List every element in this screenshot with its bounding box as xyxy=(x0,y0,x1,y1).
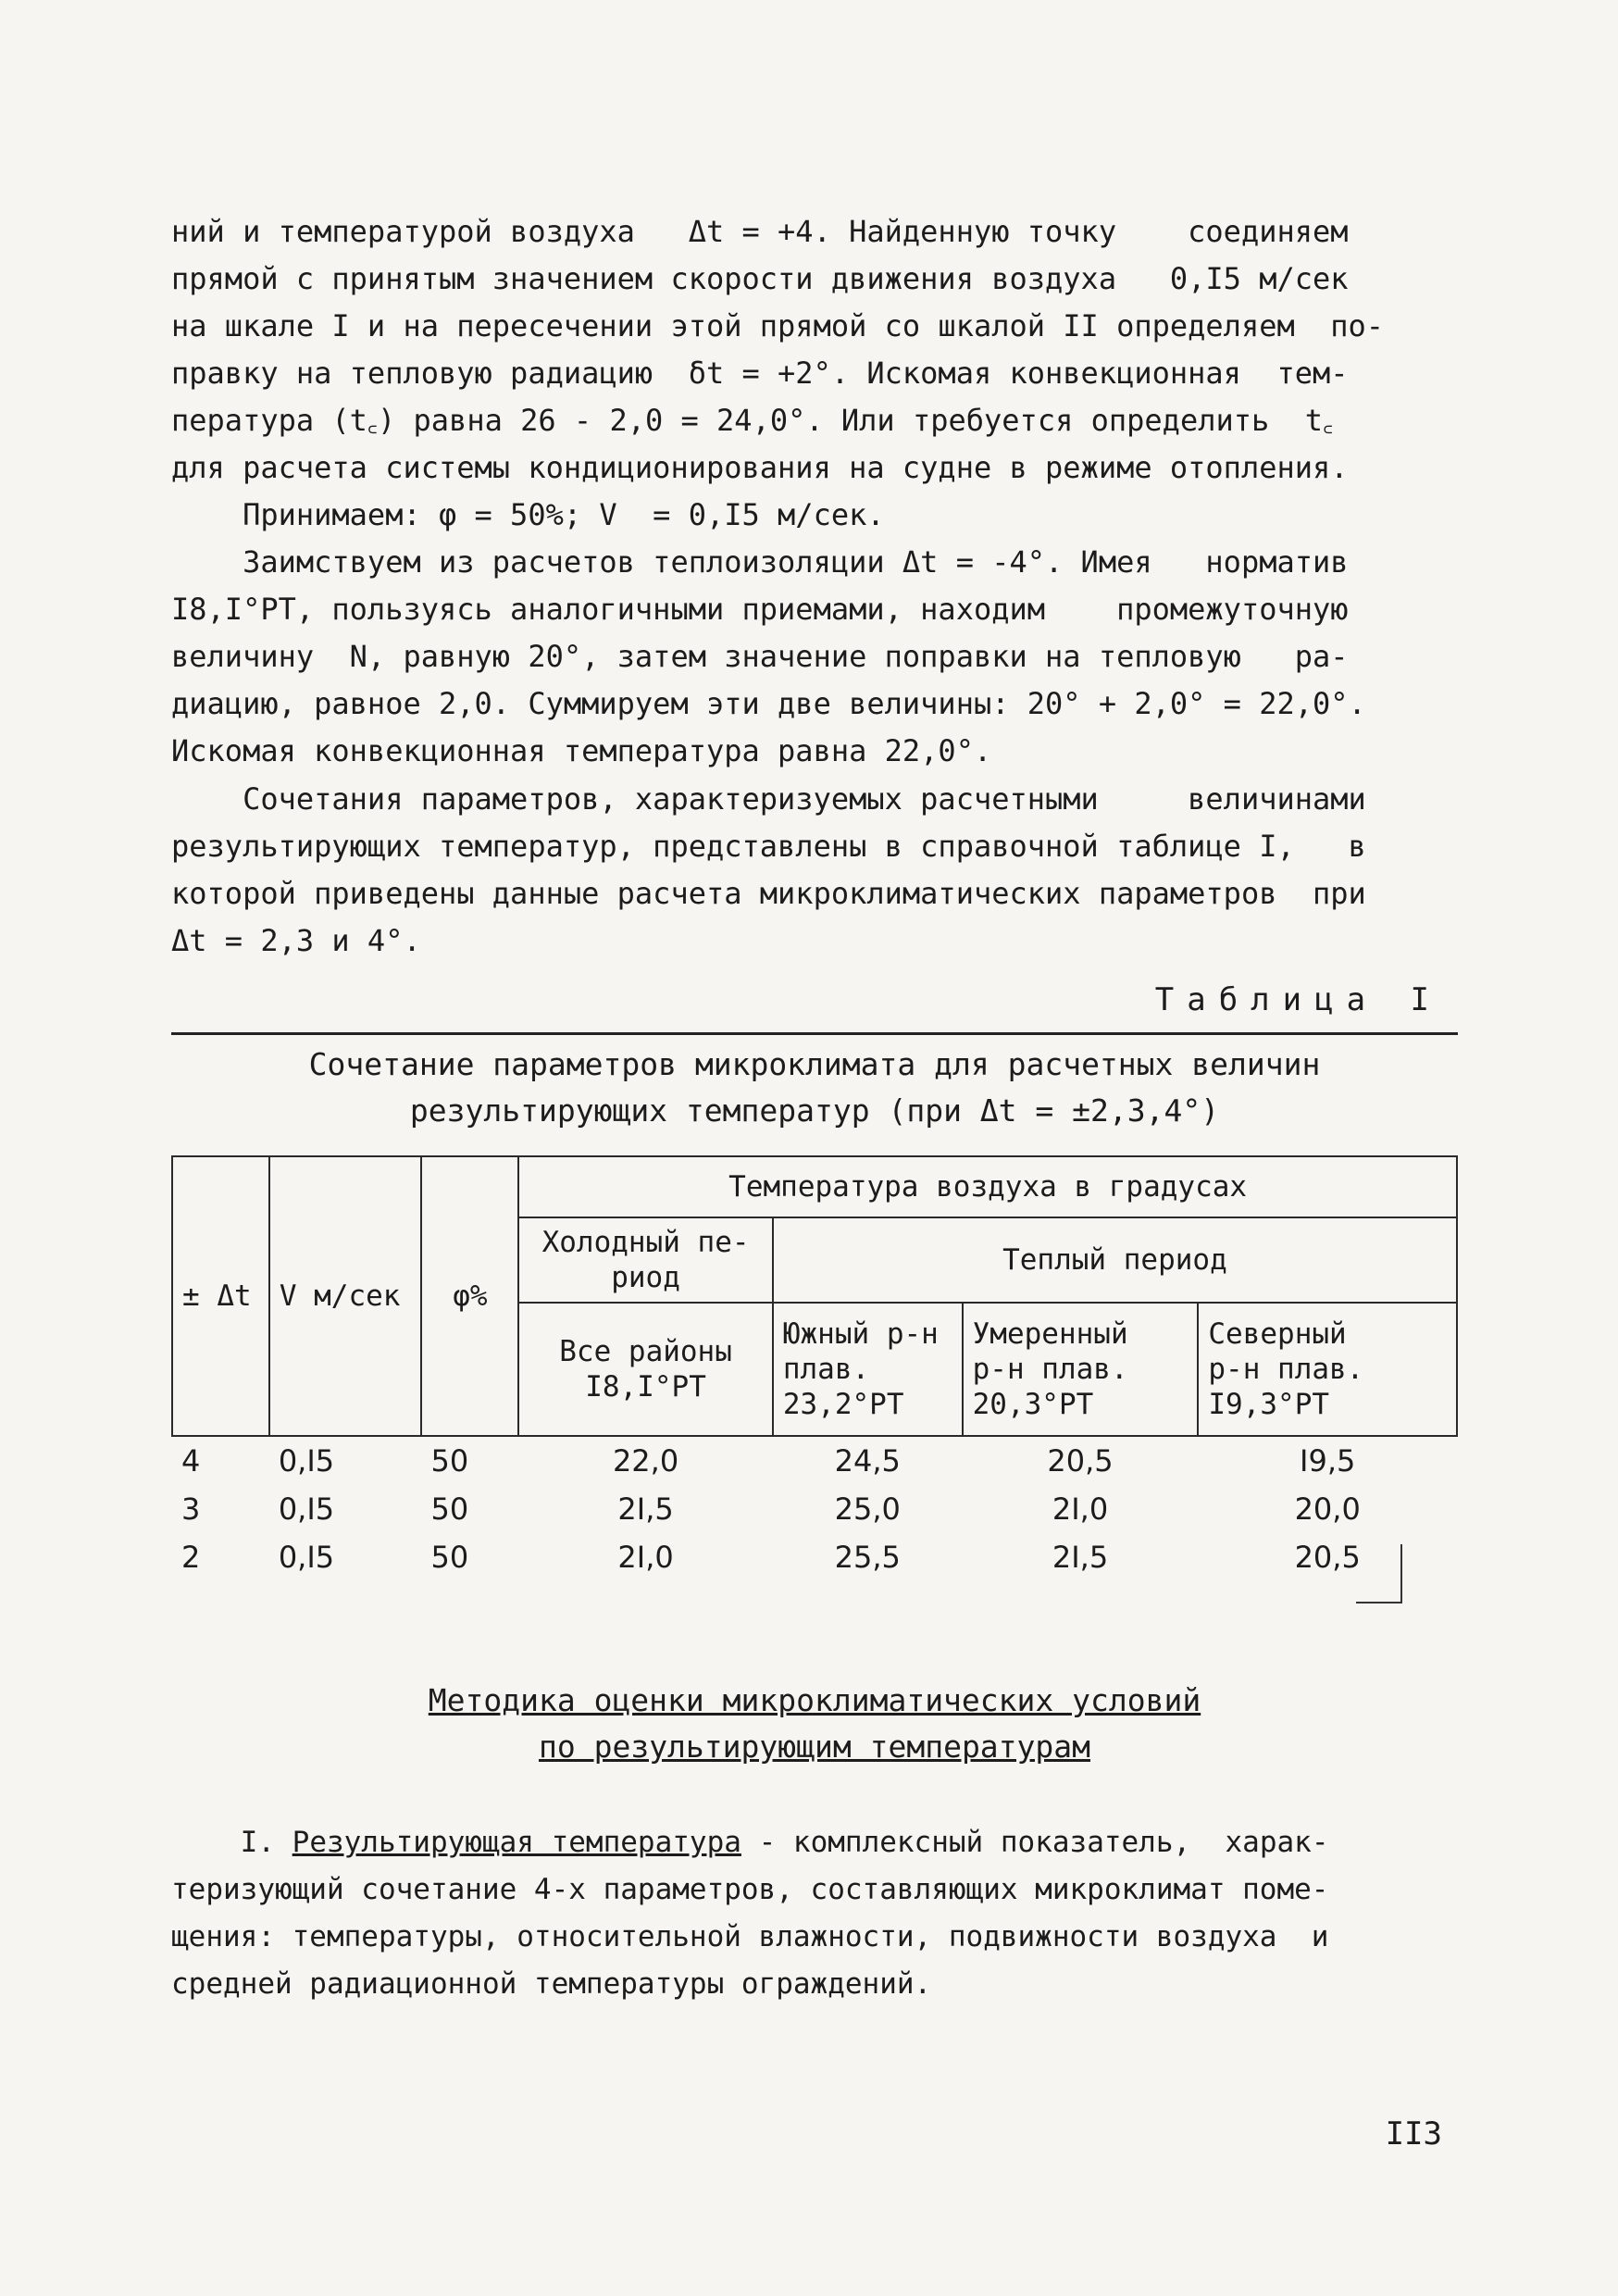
text-line: на шкале I и на пересечении этой прямой со шкалой II определяем по- xyxy=(171,308,1385,343)
text-line: Заимствуем из расчетов теплоизоляции Δt = -4°. Имея норматив xyxy=(171,544,1349,580)
table-row xyxy=(172,1533,1457,1581)
cell: 2I,5 xyxy=(617,1491,674,1527)
text-line: прямой с принятым значением скорости движения воздуха 0,I5 м/сек xyxy=(171,261,1349,296)
cell: I9,5 xyxy=(1300,1443,1356,1479)
text-line: для расчета системы кондиционирования на судне в режиме отопления. xyxy=(171,450,1349,485)
cell: 20,5 xyxy=(1294,1540,1361,1575)
paragraph-3 xyxy=(171,539,1458,775)
data-table xyxy=(171,1155,1458,1581)
cell: 0,I5 xyxy=(278,1540,335,1575)
text-line: Принимаем: φ = 50%; V = 0,I5 м/сек. xyxy=(171,497,885,532)
cell: 4 xyxy=(181,1443,201,1479)
text-line: I8,I°PT, пользуясь аналогичными приемами, находим промежуточную xyxy=(171,592,1349,627)
col-header-phi: φ% xyxy=(421,1156,518,1436)
cell: 20,0 xyxy=(1294,1491,1361,1527)
text-line: теризующий сочетание 4-х параметров, составляющих микроклимат поме- xyxy=(171,1873,1329,1906)
table-row xyxy=(172,1485,1457,1533)
table-title-line-1: Сочетание параметров микроклимата для расчетных величин xyxy=(308,1046,1321,1082)
page-number: II3 xyxy=(1385,2115,1442,2152)
paragraph-5 xyxy=(171,1819,1458,2008)
cell: 25,5 xyxy=(834,1540,901,1575)
header-cold-period: Холодный пе- риод xyxy=(518,1217,773,1303)
text-line: которой приведены данные расчета микроклиматических параметров при xyxy=(171,876,1366,911)
table-top-rule xyxy=(171,1032,1458,1035)
bracket-mark xyxy=(1356,1544,1402,1603)
text-line: величину N, равную 20°, затем значение поправки на тепловую ра- xyxy=(171,639,1349,674)
table-row xyxy=(172,1436,1457,1485)
text-line: Сочетания параметров, характеризуемых расчетными величинами xyxy=(171,781,1366,817)
col-header-dt: ± Δt xyxy=(172,1156,269,1436)
text-line xyxy=(171,1819,1458,1866)
paragraph-1 xyxy=(171,208,1458,492)
cell: 50 xyxy=(430,1443,469,1479)
header-south-region: Южный р-н плав. 23,2°PT xyxy=(773,1303,963,1436)
paragraph-4 xyxy=(171,776,1458,965)
item-number: I. xyxy=(240,1826,275,1859)
cell: 0,I5 xyxy=(278,1491,335,1527)
text-line: средней радиационной температуры ограждений. xyxy=(171,1967,932,2001)
paragraph-2 xyxy=(171,492,1458,539)
cell: 2I,5 xyxy=(1052,1540,1109,1575)
header-warm-period: Теплый период xyxy=(773,1217,1457,1303)
cell: 22,0 xyxy=(612,1443,679,1479)
cell: 20,5 xyxy=(1047,1443,1114,1479)
defined-term: Результирующая температура xyxy=(292,1826,741,1859)
cell: 3 xyxy=(181,1491,201,1527)
text-line: правку на тепловую радиацию δt = +2°. Искомая конвекционная тем- xyxy=(171,356,1349,391)
cell: 50 xyxy=(430,1491,469,1527)
header-all-regions: Все районы I8,I°PT xyxy=(518,1303,773,1436)
section-title-line-1: Методика оценки микроклиматических условий xyxy=(428,1682,1201,1718)
text-line: щения: температуры, относительной влажности, подвижности воздуха и xyxy=(171,1920,1329,1953)
cell: 0,I5 xyxy=(278,1443,335,1479)
text-fragment: - комплексный показатель, харак- xyxy=(741,1826,1329,1859)
table-title-line-2: результирующих температур (при Δt = ±2,3,4°) xyxy=(409,1092,1220,1129)
cell: 50 xyxy=(430,1540,469,1575)
text-line: ний и температурой воздуха Δt = +4. Найденную точку соединяем xyxy=(171,214,1349,249)
header-north-region: Северный р-н плав. I9,3°PT xyxy=(1198,1303,1457,1436)
col-header-v: V м/сек xyxy=(269,1156,422,1436)
text-line: Искомая конвекционная температура равна 22,0°. xyxy=(171,733,992,768)
text-line: Δt = 2,3 и 4°. xyxy=(171,923,421,958)
cell: 2I,0 xyxy=(1052,1491,1109,1527)
text-line: пература (t꜀) равна 26 - 2,0 = 24,0°. Или требуется определить t꜀ xyxy=(171,403,1334,438)
cell: 2 xyxy=(181,1540,201,1575)
text-line: диацию, равное 2,0. Суммируем эти две величины: 20° + 2,0° = 22,0°. xyxy=(171,686,1366,721)
table-label: Таблица I xyxy=(1154,981,1442,1018)
section-title-line-2: по результирующим температурам xyxy=(538,1728,1091,1765)
header-mid-region: Умеренный р-н плав. 20,3°PT xyxy=(963,1303,1199,1436)
cell: 25,0 xyxy=(834,1491,901,1527)
text-line: результирующих температур, представлены в справочной таблице I, в xyxy=(171,829,1366,864)
cell: 24,5 xyxy=(834,1443,901,1479)
group-header-temperature: Температура воздуха в градусах xyxy=(518,1156,1457,1217)
cell: 2I,0 xyxy=(617,1540,674,1575)
